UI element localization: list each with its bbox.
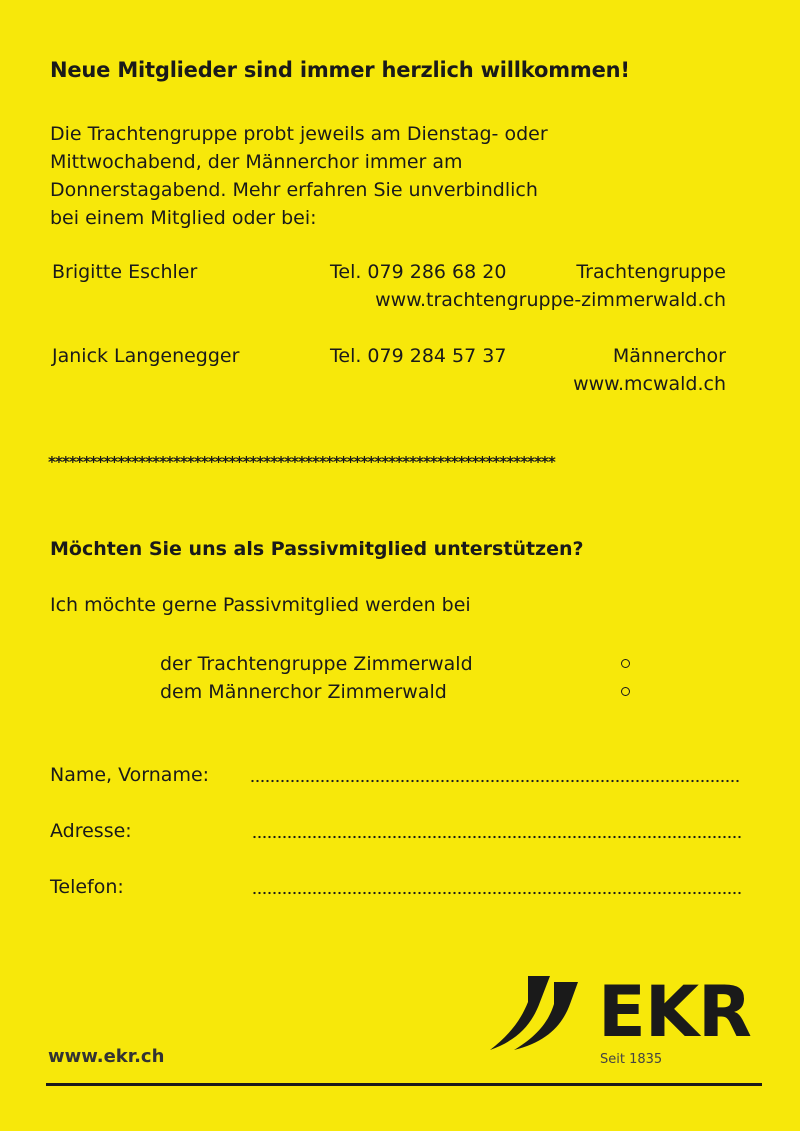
intro-line: bei einem Mitglied oder bei: bbox=[50, 207, 317, 229]
contact-group: Trachtengruppe bbox=[576, 261, 726, 283]
contact-phone: Tel. 079 286 68 20 bbox=[330, 261, 507, 283]
contact-maennerchor bbox=[50, 342, 726, 398]
footer-website[interactable]: www.ekr.ch bbox=[48, 1046, 165, 1067]
option-maennerchor bbox=[160, 678, 630, 706]
ekr-swoosh-logo-icon bbox=[488, 974, 580, 1052]
ekr-since-text: Seit 1835 bbox=[600, 1052, 663, 1067]
checkbox-circle-icon[interactable] bbox=[621, 687, 630, 696]
name-field-label: Name, Vorname: bbox=[50, 764, 210, 786]
contact-name: Janick Langenegger bbox=[52, 345, 240, 367]
option-trachtengruppe bbox=[160, 650, 630, 678]
footer-divider bbox=[46, 1083, 762, 1086]
checkbox-circle-icon[interactable] bbox=[621, 659, 630, 668]
ekr-logo-text: EKR bbox=[598, 971, 751, 1053]
contact-name: Brigitte Eschler bbox=[52, 261, 198, 283]
contact-website[interactable]: www.trachtengruppe-zimmerwald.ch bbox=[375, 289, 726, 311]
address-field-label: Adresse: bbox=[50, 820, 132, 842]
name-field-line[interactable] bbox=[250, 779, 740, 783]
intro-line: Die Trachtengruppe probt jeweils am Dienstag- oder bbox=[50, 123, 548, 145]
intro-line: Donnerstagabend. Mehr erfahren Sie unverbindlich bbox=[50, 179, 538, 201]
contact-phone: Tel. 079 284 57 37 bbox=[330, 345, 507, 367]
phone-field-line[interactable] bbox=[252, 891, 742, 895]
headline: Neue Mitglieder sind immer herzlich willkommen! bbox=[50, 58, 630, 82]
contact-trachtengruppe bbox=[50, 258, 726, 314]
phone-field-label: Telefon: bbox=[50, 876, 124, 898]
intro-line: Mittwochabend, der Männerchor immer am bbox=[50, 151, 463, 173]
option-label: dem Männerchor Zimmerwald bbox=[160, 681, 447, 703]
address-field-line[interactable] bbox=[252, 835, 742, 839]
separator-stars: ************************************************************************* bbox=[48, 453, 555, 471]
option-label: der Trachtengruppe Zimmerwald bbox=[160, 653, 473, 675]
intro-text bbox=[50, 120, 710, 232]
contact-group: Männerchor bbox=[612, 345, 726, 367]
support-question: Möchten Sie uns als Passivmitglied unterstützen? bbox=[50, 538, 584, 560]
contact-website[interactable]: www.mcwald.ch bbox=[573, 373, 726, 395]
membership-wish: Ich möchte gerne Passivmitglied werden bei bbox=[50, 594, 471, 616]
